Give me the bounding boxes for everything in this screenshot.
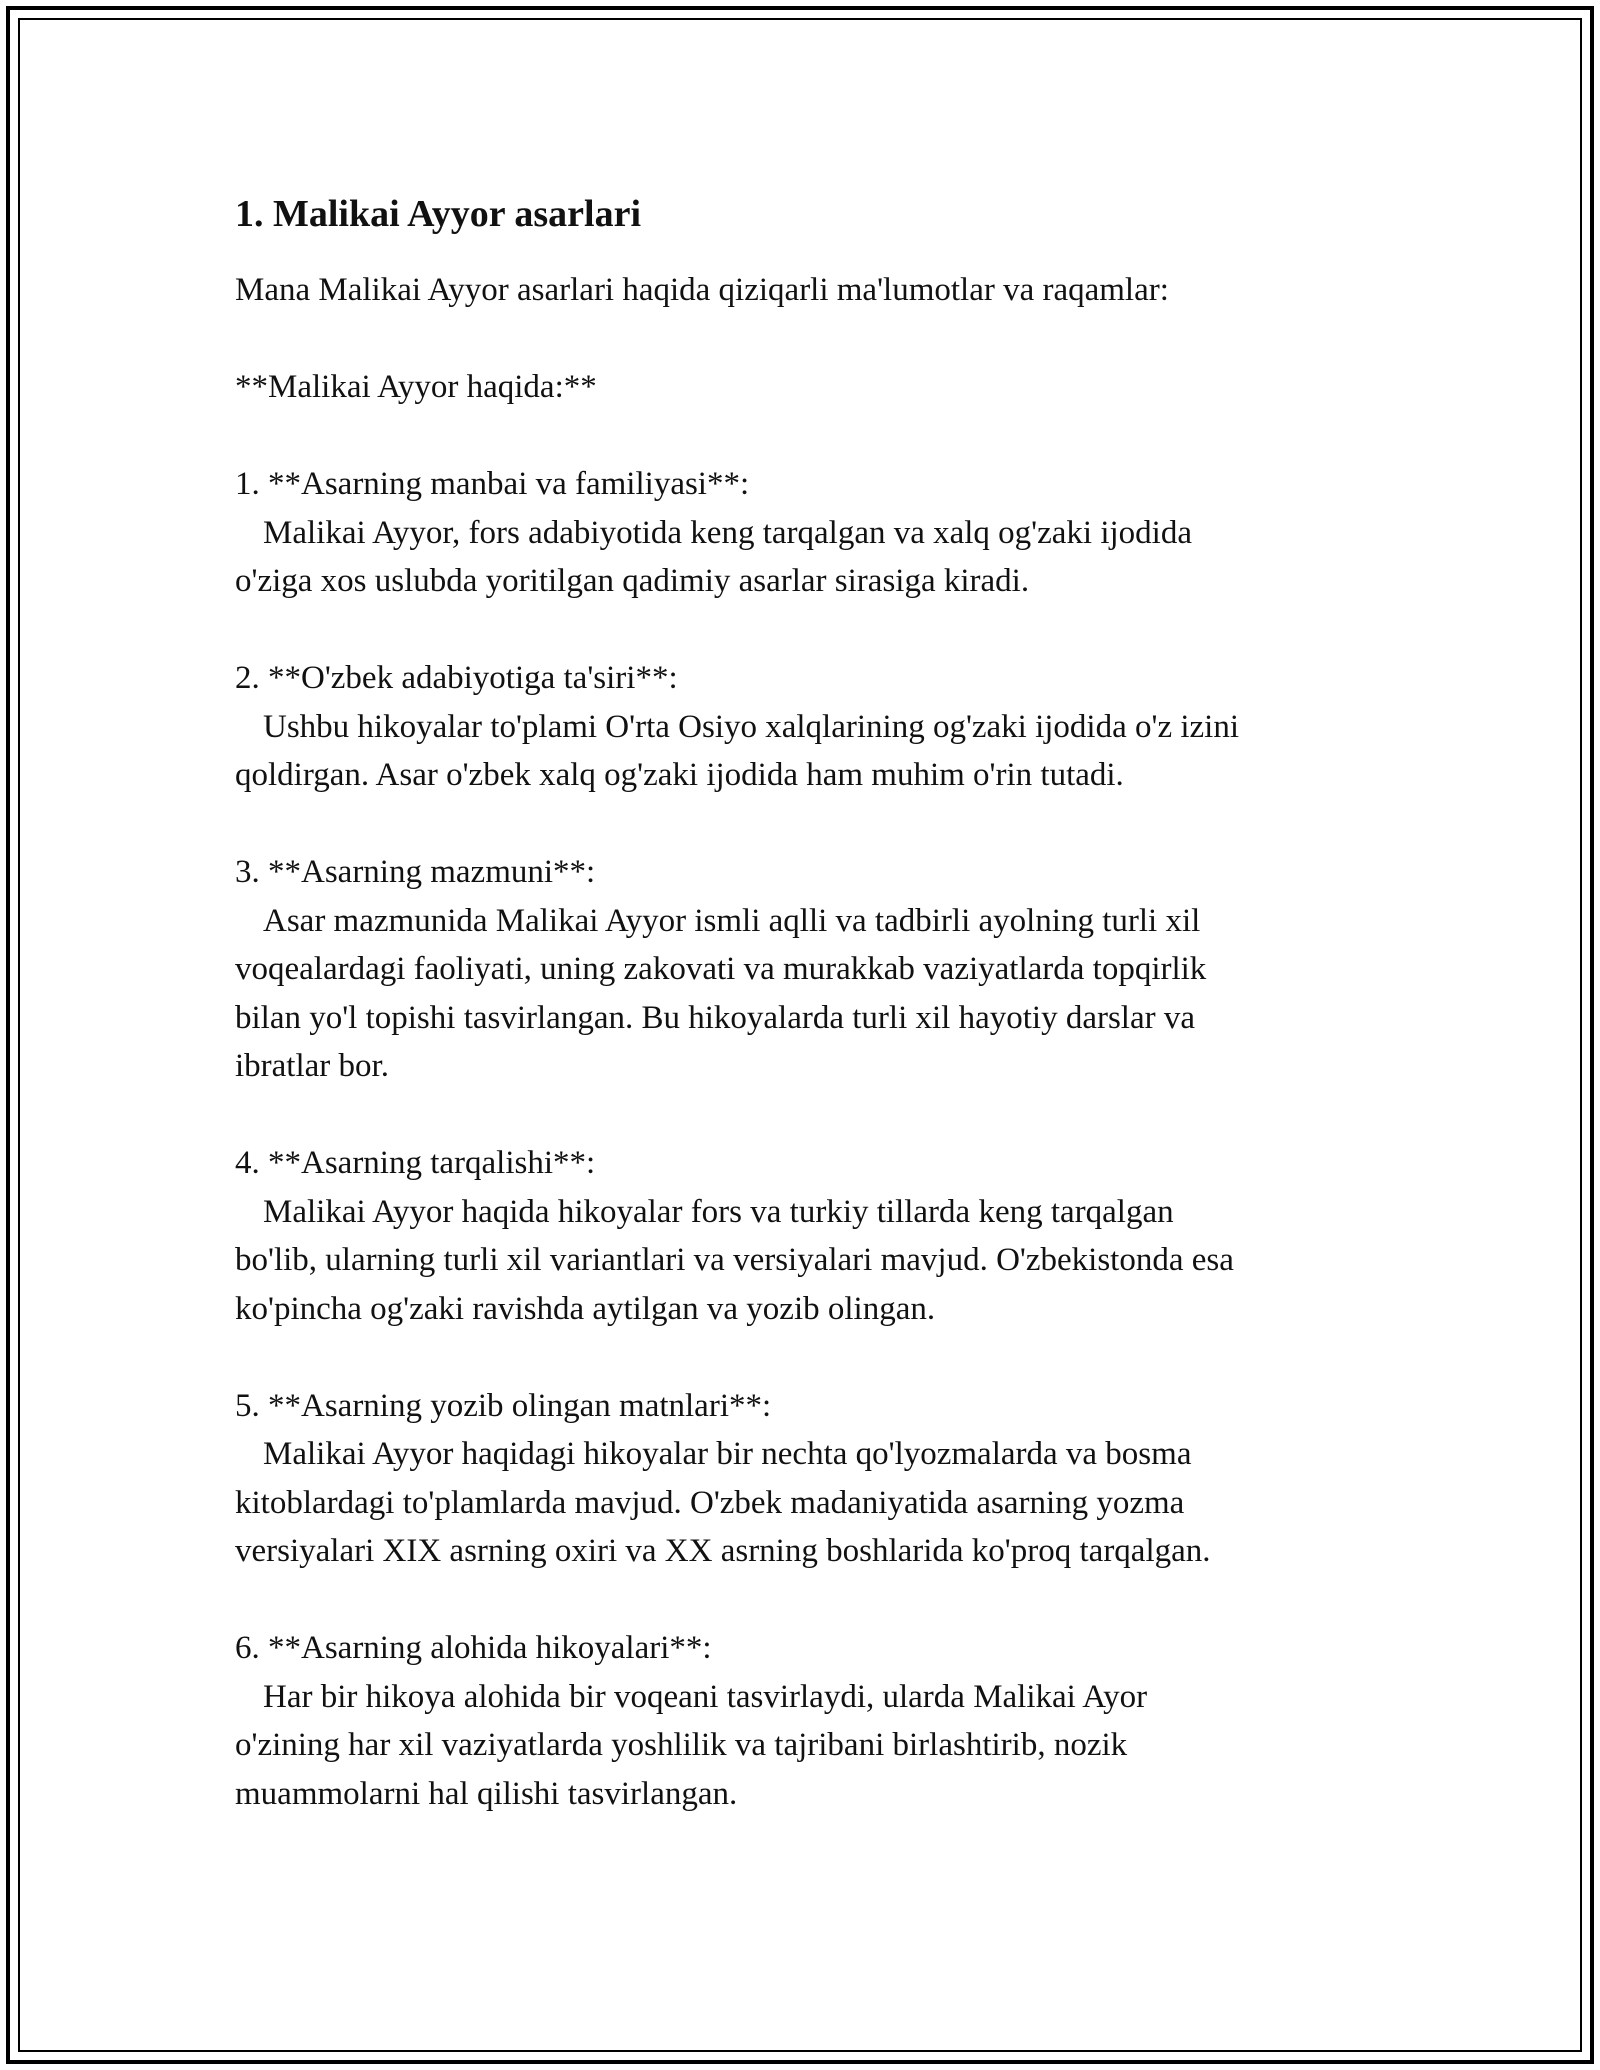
section-2-heading: 2. **O'zbek adabiyotiga ta'siri**: <box>235 660 678 696</box>
section-5-body: Malikai Ayyor haqidagi hikoyalar bir nechta qo'lyozmalarda va bosma kitoblardagi to'plamlarda mavjud. O'zbek madaniyatida asarning yozma versiyalari XIX asrning oxiri va XX asrning boshlarida ko'proq tarqalgan. <box>235 1436 1211 1569</box>
section-3-body: Asar mazmunida Malikai Ayyor ismli aqlli va tadbirli ayolning turli xil voqealardagi faoliyati, uning zakovati va murakkab vaziyatlarda topqirlik bilan yo'l topishi tasvirlangan. Bu hikoyalarda turli xil hayotiy darslar va ibratlar bor. <box>235 902 1207 1084</box>
section-3-heading: 3. **Asarning mazmuni**: <box>235 854 596 890</box>
section-6-heading: 6. **Asarning alohida hikoyalari**: <box>235 1630 712 1666</box>
subheading-text: **Malikai Ayyor haqida:** <box>235 369 597 405</box>
spacer <box>235 315 1370 364</box>
section-5-heading: 5. **Asarning yozib olingan matnlari**: <box>235 1387 772 1424</box>
document-title: 1. Malikai Ayyor asarlari <box>235 193 642 235</box>
document-content <box>235 188 1370 1818</box>
section-4-body: Malikai Ayyor haqida hikoyalar fors va turkiy tillarda keng tarqalgan bo'lib, ularning turli xil variantlari va versiyalari mavjud. O'zbekistonda esa ko'pincha og'zaki ravishda aytilgan va yozib olingan. <box>235 1193 1234 1327</box>
section-2-body: Ushbu hikoyalar to'plami O'rta Osiyo xalqlarining og'zaki ijodida o'z izini qoldirgan. Asar o'zbek xalq og'zaki ijodida ham muhim o'rin tutadi. <box>235 708 1239 793</box>
spacer <box>235 800 1370 849</box>
spacer <box>235 412 1370 461</box>
section-4-heading: 4. **Asarning tarqalishi**: <box>235 1145 596 1181</box>
spacer <box>235 606 1370 655</box>
section-1-heading: 1. **Asarning manbai va familiyasi**: <box>235 466 750 502</box>
section-6-body: Har bir hikoya alohida bir voqeani tasvirlaydi, ularda Malikai Ayor o'zining har xil vaziyatlarda yoshlilik va tajribani birlashtirib, nozik muammolarni hal qilishi tasvirlangan. <box>235 1678 1148 1812</box>
spacer <box>235 1333 1370 1382</box>
section-1-body: Malikai Ayyor, fors adabiyotida keng tarqalgan va xalq og'zaki ijodida o'ziga xos uslubda yoritilgan qadimiy asarlar sirasiga kiradi. <box>235 514 1192 599</box>
spacer <box>235 1576 1370 1625</box>
spacer <box>235 1091 1370 1140</box>
intro-text: Mana Malikai Ayyor asarlari haqida qiziqarli ma'lumotlar va raqamlar: <box>235 272 1169 308</box>
